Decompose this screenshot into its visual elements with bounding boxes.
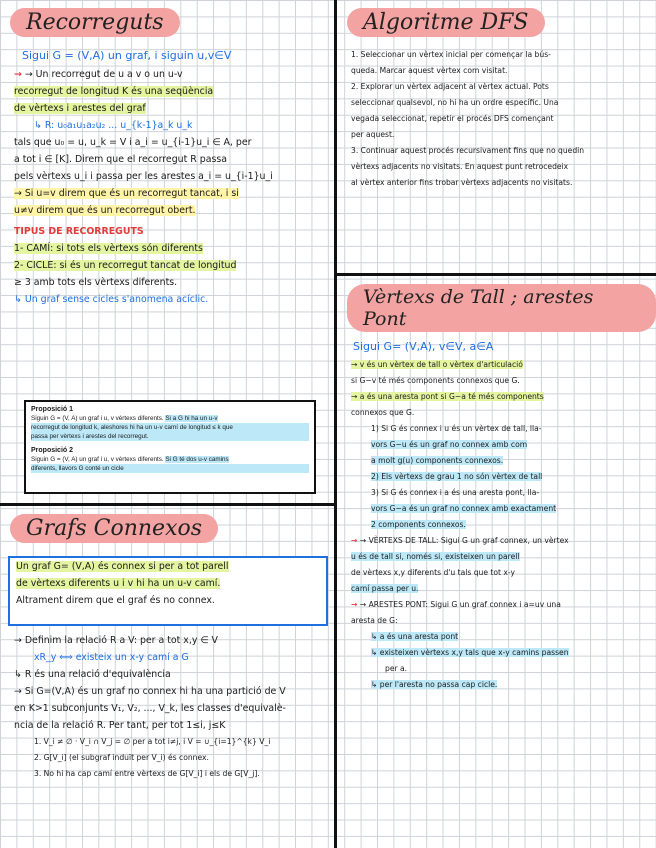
- text-l2: recorregut de longitud K és una seqüència: [14, 86, 214, 97]
- dfs-step-2d: per aquest.: [351, 130, 395, 139]
- page-title-recorreguts: Recorreguts: [10, 8, 180, 37]
- prop2-a: Siguin G = (V, A) un graf i u, v vèrtexs diferents.: [31, 456, 164, 463]
- tall-b3: [337, 453, 656, 469]
- tall-d5: per a.: [385, 664, 408, 673]
- text-c1: → VÈRTEXS DE TALL: Sigui G un graf connex, un vèrtex: [359, 536, 569, 545]
- tall-a3: [337, 389, 656, 405]
- tipus-cami: [0, 240, 334, 257]
- relacio-line-5: en K>1 subconjunts V₁, V₂, ..., V_k, les classes d'equivalè-: [14, 703, 286, 714]
- panel-connexos: [0, 506, 334, 848]
- tipus-cicle: [0, 257, 334, 274]
- prop1-b: Si a G hi ha un u-v: [165, 415, 218, 422]
- page-title-dfs: Algoritme DFS: [347, 8, 545, 37]
- relacio-line-1: → Definim la relació R a V: per a tot x,y ∈ V: [14, 635, 218, 646]
- text-c4: camí passa per u.: [351, 584, 419, 593]
- propietat-1: 1. V_i ≠ ∅ · V_i ∩ V_j = ∅ per a tot i≠j, i V = ∪_{i=1}^{k} V_i: [34, 737, 271, 746]
- prop1-a: Siguin G = (V, A) un graf i u, v vèrtexs diferents.: [31, 415, 164, 422]
- prop1-text: [31, 414, 309, 423]
- relacio-line-6: ncia de la relació R. Per tant, per tot 1≤i, j≤K: [14, 720, 226, 731]
- tall-b6: [337, 501, 656, 517]
- text-t2: 2- CICLE: si és un recorregut tancat de longitud: [14, 260, 237, 271]
- panel-recorreguts: [0, 0, 334, 503]
- text-l9: u≠v direm que és un recorregut obert.: [14, 205, 196, 216]
- tall-d2: aresta de G:: [351, 616, 398, 625]
- relacio-line-2: xR_y ⟺ existeix un x-y camí a G: [34, 652, 189, 663]
- def-line-3: Altrament direm que el graf és no connex.: [16, 595, 215, 606]
- text-d1: Un graf G= (V,A) és connex si per a tot parell: [16, 561, 229, 572]
- tipus-cicle-cont: ≥ 3 amb tots els vèrtexs diferents.: [14, 277, 178, 288]
- dfs-step-1: 1. Seleccionar un vèrtex inicial per començar la bús-: [351, 50, 551, 59]
- page-title-tall: Vèrtexs de Tall ; arestes Pont: [347, 284, 656, 332]
- prop1-title: Proposició 1: [31, 406, 74, 413]
- tall-d6: [337, 677, 656, 693]
- tall-b7: [337, 517, 656, 533]
- text-d4: ↳ existeixen vèrtexs x,y tals que x-y camins passen: [371, 648, 569, 657]
- dfs-steps: [337, 47, 656, 191]
- page-title-connexos: Grafs Connexos: [10, 514, 218, 543]
- text-d3: ↳ a és una aresta pont: [371, 632, 459, 641]
- dfs-step-3c: al vèrtex anterior fins trobar vèrtexs adjacents no visitats.: [351, 178, 573, 187]
- text-d2: de vèrtexs diferents u i v hi ha un u-v camí.: [16, 578, 221, 589]
- text-d1: → ARESTES PONT: Sigui G un graf connex i a=uv una: [359, 600, 561, 609]
- text-b3: a molt g(u) components connexos.: [371, 456, 504, 465]
- tall-c1: → → VÈRTEXS DE TALL: Sigui G un graf connex, un vèrtex: [351, 536, 569, 545]
- dfs-step-2: 2. Explorar un vèrtex adjacent al vèrtex actual. Pots: [351, 82, 549, 91]
- prop2-c: diferents, llavors G conté un cicle: [31, 464, 309, 473]
- text-t1: 1- CAMÍ: si tots els vèrtexs són diferents: [14, 243, 203, 254]
- tall-b2: [337, 437, 656, 453]
- text-l3: de vèrtexs i arestes del graf: [14, 103, 146, 114]
- relacio-line-3: ↳ R és una relació d'equivalència: [14, 669, 171, 680]
- text-l8: → Si u=v direm que és un recorregut tancat, i si: [14, 188, 239, 199]
- tipus-aciclic: ↳ Un graf sense cicles s'anomena acíclic.: [14, 294, 209, 305]
- tall-b4: [337, 469, 656, 485]
- tall-b5: 3) Si G és connex i a és una aresta pont, lla-: [371, 488, 540, 497]
- tall-d1: → → ARESTES PONT: Sigui G un graf connex i a=uv una: [351, 600, 561, 609]
- prop2-text: [31, 455, 309, 464]
- recorreguts-line-1: → → Un recorregut de u a v o un u-v: [14, 69, 183, 80]
- text-l1: → Un recorregut de u a v o un u-v: [24, 69, 183, 80]
- tall-c2: [337, 549, 656, 565]
- dfs-step-2b: seleccionar qualsevol, no hi ha un ordre específic. Una: [351, 98, 559, 107]
- tall-c4: [337, 581, 656, 597]
- connexos-body: [0, 632, 334, 782]
- propietat-3: 3. No hi ha cap camí entre vèrtexs de G[V_i] i els de G[V_j].: [34, 769, 260, 778]
- text-a3: → a és una aresta pont si G−a té més components: [351, 392, 544, 401]
- tall-b1: 1) Si G és connex i u és un vèrtex de tall, lla-: [371, 424, 542, 433]
- dfs-step-1b: queda. Marcar aquest vèrtex com visitat.: [351, 66, 508, 75]
- dfs-step-3b: vèrtexs adjacents no visitats. En aquest punt retrocedeix: [351, 162, 569, 171]
- relacio-line-4: → Si G=(V,A) és un graf no connex hi ha una partició de V: [14, 686, 286, 697]
- text-d6: ↳ per l'aresta no passa cap cicle.: [371, 680, 498, 689]
- panel-tall: [337, 276, 656, 848]
- recorreguts-line-4: ↳ R: u₀a₁u₁a₂u₂ ... u_{k-1}a_k u_k: [34, 120, 193, 131]
- recorreguts-line-2: [0, 83, 334, 100]
- dfs-step-3: 3. Continuar aquest procés recursivament fins que no quedin: [351, 146, 585, 155]
- recorreguts-line-3: [0, 100, 334, 117]
- def-line-1: [10, 558, 326, 575]
- text-c2: u és de tall si, només si, existeixen un parell: [351, 552, 520, 561]
- recorreguts-line-5: tals que u₀ = u, u_k = V i a_i = u_{i-1}u_i ∈ A, per: [14, 137, 252, 148]
- recorreguts-line-7: pels vèrtexs u_i i passa per les arestes a_i = u_{i-1}u_i: [14, 171, 273, 182]
- text-a1: → v és un vèrtex de tall o vèrtex d'articulació: [351, 360, 523, 369]
- panel-dfs: [337, 0, 656, 273]
- recorreguts-line-8: [0, 185, 334, 202]
- tall-a4: connexos que G.: [351, 408, 415, 417]
- recorreguts-line-6: a tot i ∈ [K]. Direm que el recorregut R passa: [14, 154, 227, 165]
- prop1-c: recorregut de longitud k, aleshores hi ha un u-v camí de longitud ≤ k que: [31, 423, 309, 432]
- connexos-definition-box: [8, 556, 328, 626]
- def-line-2: [10, 575, 326, 592]
- prop2-b: Si G té dos u-v camins: [165, 456, 229, 463]
- text-b4: 2) Els vèrtexs de grau 1 no són vèrtex de tall: [371, 472, 543, 481]
- tall-d3: [337, 629, 656, 645]
- proposicions-box: [24, 400, 316, 494]
- tall-a1: [337, 357, 656, 373]
- tipus-heading: TIPUS DE RECORREGUTS: [14, 226, 144, 237]
- text-b2: vors G−u és un graf no connex amb com: [371, 440, 528, 449]
- prop1-d: passa per vèrtexs i arestes del recorregut.: [31, 432, 309, 441]
- tall-a2: si G−v té més components connexos que G.: [351, 376, 520, 385]
- recorreguts-line-9: [0, 202, 334, 219]
- propietat-2: 2. G[V_i] (el subgraf induït per V_i) és connex.: [34, 753, 209, 762]
- recorreguts-intro: Sigui G = (V,A) un graf, i siguin u,v∈V: [22, 49, 232, 62]
- tall-c3: de vèrtexs x,y diferents d'u tals que tot x-y: [351, 568, 516, 577]
- dfs-step-2c: vegada seleccionat, repetir el procés DFS començant: [351, 114, 554, 123]
- text-b6: vors G−a és un graf no connex amb exactament: [371, 504, 557, 513]
- tall-d4: [337, 645, 656, 661]
- prop2-title: Proposició 2: [31, 447, 74, 454]
- text-b7: 2 components connexos.: [371, 520, 466, 529]
- tall-intro: Sigui G= (V,A), v∈V, a∈A: [353, 340, 494, 353]
